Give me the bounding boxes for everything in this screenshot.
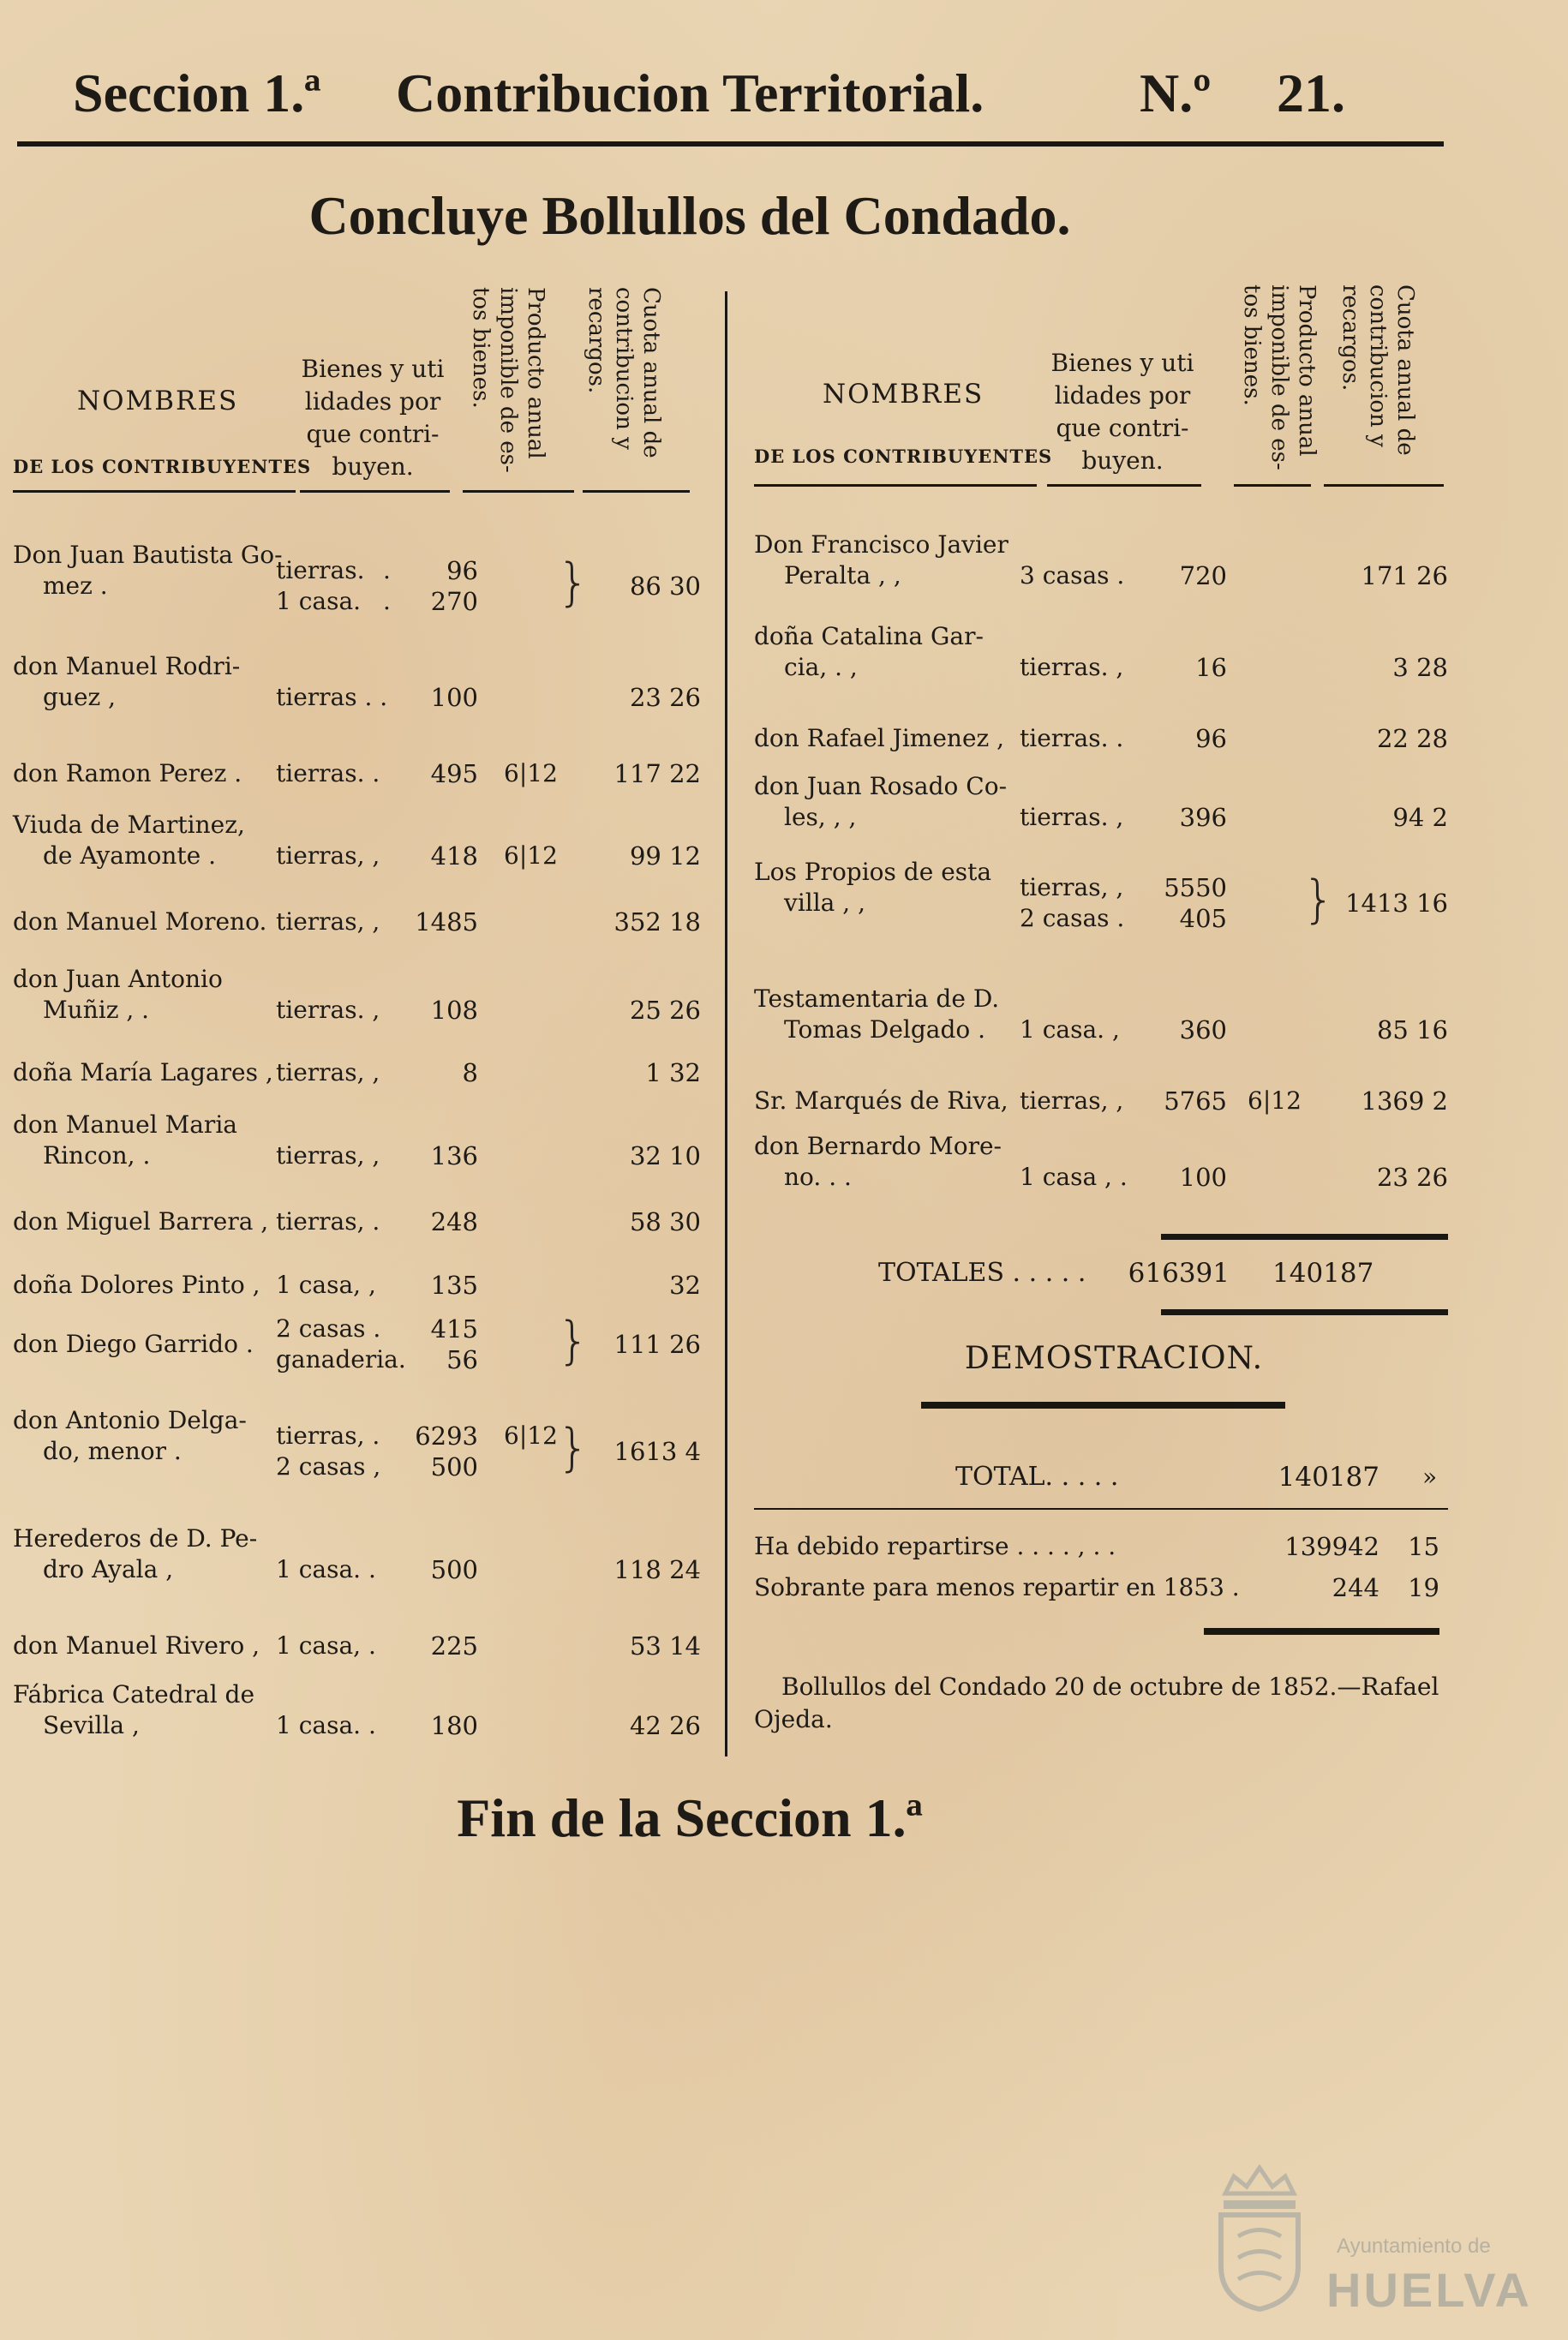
header-rule bbox=[17, 141, 1444, 147]
contributor-name: doña María Lagares , bbox=[13, 1058, 273, 1086]
cuota-value: 85 16 bbox=[1376, 1015, 1448, 1044]
contributor-name: don Miguel Barrera , bbox=[13, 1207, 269, 1236]
producto-value: 6293 bbox=[415, 1421, 478, 1451]
brace-icon: } bbox=[557, 1418, 590, 1478]
demostracion-total-value: 140187 bbox=[1278, 1462, 1379, 1493]
bienes-item: tierras, , bbox=[276, 841, 380, 870]
bienes-item: tierras . . bbox=[276, 683, 388, 711]
bienes-item: 2 casas . bbox=[276, 1314, 381, 1343]
brace-icon: } bbox=[557, 1311, 590, 1371]
producto-fraction: 6|12 bbox=[504, 841, 558, 870]
bienes-item: tierras, , bbox=[276, 1058, 380, 1086]
header-underline bbox=[754, 484, 1037, 487]
cuota-value: 32 bbox=[669, 1271, 701, 1300]
producto-value: 135 bbox=[430, 1271, 478, 1300]
cuota-value: 23 26 bbox=[629, 683, 701, 712]
bienes-item: 2 casas , bbox=[276, 1452, 381, 1481]
contribuyentes-subheader-right: DE LOS CONTRIBUYENTES bbox=[754, 446, 1053, 467]
contributor-name: Sevilla , bbox=[43, 1711, 140, 1739]
producto-value: 96 bbox=[446, 556, 478, 585]
producto-value: 405 bbox=[1179, 904, 1227, 933]
producto-value: 396 bbox=[1179, 803, 1227, 832]
producto-value: 100 bbox=[430, 683, 478, 712]
producto-value: 5550 bbox=[1164, 873, 1227, 902]
document-title: Concluye Bollullos del Condado. bbox=[308, 185, 1071, 246]
producto-fraction: 6|12 bbox=[1248, 1086, 1302, 1115]
bienes-item: tierras, , bbox=[1020, 1086, 1124, 1115]
totales-cuota: 140187 bbox=[1272, 1258, 1374, 1289]
cuota-header: Cuota anual de contribucion y recargos. bbox=[584, 287, 664, 458]
producto-value: 415 bbox=[430, 1314, 478, 1344]
signature-line: Bollullos del Condado 20 de octubre de 1852.—Rafael Ojeda. bbox=[754, 1673, 1439, 1733]
cuota-value: 99 12 bbox=[629, 841, 701, 871]
contributor-name: Testamentaria de D. bbox=[754, 984, 1000, 1013]
header-underline bbox=[463, 490, 574, 493]
cuota-value: 58 30 bbox=[629, 1207, 701, 1236]
bienes-item: . bbox=[383, 587, 391, 615]
contributor-name: don Diego Garrido . bbox=[13, 1330, 254, 1358]
totales-rule-bottom bbox=[1161, 1309, 1448, 1315]
demostracion-thin-rule bbox=[754, 1508, 1448, 1510]
contributor-name: don Manuel Rodri- bbox=[13, 652, 241, 680]
contributor-name: don Bernardo More- bbox=[754, 1132, 1002, 1160]
producto-value: 16 bbox=[1195, 653, 1227, 682]
bienes-item: 1 casa, . bbox=[276, 1631, 376, 1660]
cuota-value: 111 26 bbox=[613, 1330, 701, 1359]
bienes-item: tierras, . bbox=[276, 1421, 380, 1450]
contributor-name: doña Dolores Pinto , bbox=[13, 1271, 260, 1299]
debido-label: Ha debido repartirse . . . . , . . bbox=[754, 1532, 1116, 1560]
bienes-header: Bienes y uti lidades por que contri- buyen. bbox=[301, 355, 445, 481]
cuota-value: 22 28 bbox=[1376, 724, 1448, 753]
producto-value: 225 bbox=[430, 1631, 478, 1661]
header-underline bbox=[583, 490, 690, 493]
totales-rule-top bbox=[1161, 1234, 1448, 1240]
cuota-value: 94 2 bbox=[1392, 803, 1448, 832]
bienes-item: tierras. . bbox=[1020, 724, 1124, 752]
bienes-header-right: Bienes y uti lidades por que contri- buyen. bbox=[1050, 349, 1194, 475]
demostracion-heading: DEMOSTRACION. bbox=[964, 1341, 1264, 1376]
bienes-item: tierras. , bbox=[1020, 653, 1124, 681]
cuota-value: 1369 2 bbox=[1361, 1086, 1448, 1116]
contributor-name: Rincon, . bbox=[43, 1141, 151, 1170]
contributor-name: les, , , bbox=[784, 803, 857, 831]
debido-cents: 15 bbox=[1408, 1532, 1439, 1561]
number-label: N.º bbox=[1140, 63, 1212, 123]
cuota-header-right: Cuota anual de contribucion y recargos. bbox=[1338, 284, 1418, 456]
nombres-header-right: NOMBRES bbox=[823, 379, 984, 410]
cuota-value: 118 24 bbox=[613, 1555, 701, 1584]
totales-label: TOTALES . . . . . bbox=[878, 1258, 1086, 1288]
bienes-item: 1 casa. . bbox=[276, 1711, 376, 1739]
bienes-item: 2 casas . bbox=[1020, 904, 1125, 932]
cuota-value: 3 28 bbox=[1392, 653, 1448, 682]
contributor-name: Herederos de D. Pe- bbox=[13, 1524, 258, 1553]
contributor-name: don Ramon Perez . bbox=[13, 759, 242, 787]
contributor-name: don Rafael Jimenez , bbox=[754, 724, 1005, 752]
cuota-value: 25 26 bbox=[629, 996, 701, 1025]
cuota-value: 1413 16 bbox=[1345, 889, 1448, 918]
cuota-value: 1 32 bbox=[645, 1058, 701, 1087]
producto-value: 500 bbox=[430, 1452, 478, 1481]
bienes-item: 1 casa. bbox=[276, 587, 362, 615]
producto-value: 100 bbox=[1179, 1163, 1227, 1192]
contributor-name: Los Propios de esta bbox=[754, 858, 992, 886]
cuota-value: 23 26 bbox=[1376, 1163, 1448, 1192]
page-heading: Contribucion Territorial. bbox=[396, 63, 984, 123]
totales-producto: 616391 bbox=[1128, 1258, 1230, 1289]
demostracion-rule bbox=[921, 1402, 1285, 1409]
producto-value: 56 bbox=[446, 1345, 478, 1374]
contributor-name: guez , bbox=[43, 683, 117, 711]
sobrante-label: Sobrante para menos repartir en 1853 . bbox=[754, 1573, 1240, 1601]
contributor-name: Peralta , , bbox=[784, 561, 901, 589]
bienes-item: tierras. , bbox=[1020, 803, 1124, 831]
producto-header: Producto anual imponible de es- tos bienes. bbox=[468, 287, 548, 473]
contributor-name: de Ayamonte . bbox=[43, 841, 217, 870]
bienes-item: 1 casa , . bbox=[1020, 1163, 1128, 1191]
contributor-name: don Juan Antonio bbox=[13, 965, 223, 993]
bienes-item: 1 casa, , bbox=[276, 1271, 376, 1299]
demostracion-total-label: TOTAL. . . . . bbox=[955, 1462, 1119, 1492]
cuota-value: 32 10 bbox=[629, 1141, 701, 1170]
cuota-value: 42 26 bbox=[629, 1711, 701, 1740]
contributor-name: don Manuel Moreno. bbox=[13, 907, 267, 936]
bienes-item: tierras. bbox=[276, 556, 365, 584]
bienes-item: tierras, . bbox=[276, 1207, 380, 1236]
producto-fraction: 6|12 bbox=[504, 759, 558, 787]
bienes-item: 1 casa. . bbox=[276, 1555, 376, 1583]
contributor-name: Don Francisco Javier bbox=[754, 530, 1008, 559]
debido-value: 139942 bbox=[1284, 1532, 1379, 1561]
contributor-name: don Manuel Rivero , bbox=[13, 1631, 260, 1660]
cuota-value: 117 22 bbox=[613, 759, 701, 788]
bienes-item: tierras, , bbox=[276, 1141, 380, 1170]
huelva-coat-of-arms-icon bbox=[1208, 2159, 1311, 2313]
bienes-item: tierras, , bbox=[1020, 873, 1124, 901]
producto-fraction: 6|12 bbox=[504, 1421, 558, 1450]
producto-value: 136 bbox=[430, 1141, 478, 1170]
producto-value: 8 bbox=[462, 1058, 478, 1087]
bienes-item: 1 casa. , bbox=[1020, 1015, 1120, 1044]
bienes-item: ganaderia. bbox=[276, 1345, 406, 1373]
producto-value: 96 bbox=[1195, 724, 1227, 753]
bienes-item: . bbox=[383, 556, 391, 584]
contributor-name: Viuda de Martinez, bbox=[13, 811, 245, 839]
contributor-name: Fábrica Catedral de bbox=[13, 1680, 255, 1709]
producto-value: 248 bbox=[430, 1207, 478, 1236]
contributor-name: Muñiz , . bbox=[43, 996, 150, 1024]
section-end-footer: Fin de la Seccion 1.ª bbox=[457, 1787, 923, 1848]
contributor-name: no. . . bbox=[784, 1163, 852, 1191]
sobrante-cents: 19 bbox=[1408, 1573, 1439, 1602]
producto-value: 495 bbox=[430, 759, 478, 788]
bienes-item: tierras. , bbox=[276, 996, 380, 1024]
producto-value: 418 bbox=[430, 841, 478, 871]
producto-value: 720 bbox=[1179, 561, 1227, 590]
producto-value: 270 bbox=[430, 587, 478, 616]
cuota-value: 53 14 bbox=[629, 1631, 701, 1661]
cuota-value: 86 30 bbox=[629, 572, 701, 601]
section-label: Seccion 1.ª bbox=[73, 63, 321, 123]
contributor-name: Sr. Marqués de Riva, bbox=[754, 1086, 1008, 1115]
demostracion-total-extra: » bbox=[1422, 1463, 1438, 1491]
header-underline bbox=[1324, 484, 1444, 487]
producto-value: 1485 bbox=[415, 907, 478, 937]
header-underline bbox=[1047, 484, 1201, 487]
producto-value: 500 bbox=[430, 1555, 478, 1584]
producto-value: 360 bbox=[1179, 1015, 1227, 1044]
watermark-line1: Ayuntamiento de bbox=[1337, 2235, 1491, 2258]
nombres-header: NOMBRES bbox=[77, 386, 239, 416]
cuota-value: 352 18 bbox=[613, 907, 701, 937]
contributor-name: don Antonio Delga- bbox=[13, 1406, 247, 1434]
column-divider bbox=[725, 291, 727, 1756]
brace-icon: } bbox=[1302, 870, 1336, 930]
contributor-name: doña Catalina Gar- bbox=[754, 622, 984, 650]
contributor-name: Tomas Delgado . bbox=[784, 1015, 986, 1044]
watermark-line2: HUELVA bbox=[1326, 2263, 1532, 2317]
cuota-value: 171 26 bbox=[1361, 561, 1448, 590]
contributor-name: cia, . , bbox=[784, 653, 858, 681]
producto-value: 5765 bbox=[1164, 1086, 1227, 1116]
producto-value: 108 bbox=[430, 996, 478, 1025]
contributor-name: Don Juan Bautista Go- bbox=[13, 541, 283, 569]
producto-header-right: Producto anual imponible de es- tos bienes. bbox=[1239, 284, 1320, 470]
contributor-name: don Manuel Maria bbox=[13, 1110, 237, 1139]
contributor-name: dro Ayala , bbox=[43, 1555, 174, 1583]
contributor-name: mez . bbox=[43, 572, 108, 600]
header-underline bbox=[13, 490, 296, 493]
bienes-item: tierras, , bbox=[276, 907, 380, 936]
contributor-name: villa , , bbox=[784, 889, 865, 917]
demostracion-end-rule bbox=[1204, 1628, 1439, 1635]
producto-value: 180 bbox=[430, 1711, 478, 1740]
contributor-name: don Juan Rosado Co- bbox=[754, 772, 1008, 800]
cuota-value: 1613 4 bbox=[613, 1437, 701, 1466]
page-number: 21. bbox=[1277, 63, 1345, 123]
header-underline bbox=[300, 490, 450, 493]
contribuyentes-subheader: DE LOS CONTRIBUYENTES bbox=[13, 456, 312, 477]
header-underline bbox=[1234, 484, 1311, 487]
bienes-item: 3 casas . bbox=[1020, 561, 1125, 589]
contributor-name: do, menor . bbox=[43, 1437, 182, 1465]
sobrante-value: 244 bbox=[1332, 1573, 1379, 1602]
bienes-item: tierras. . bbox=[276, 759, 380, 787]
brace-icon: } bbox=[557, 553, 590, 613]
